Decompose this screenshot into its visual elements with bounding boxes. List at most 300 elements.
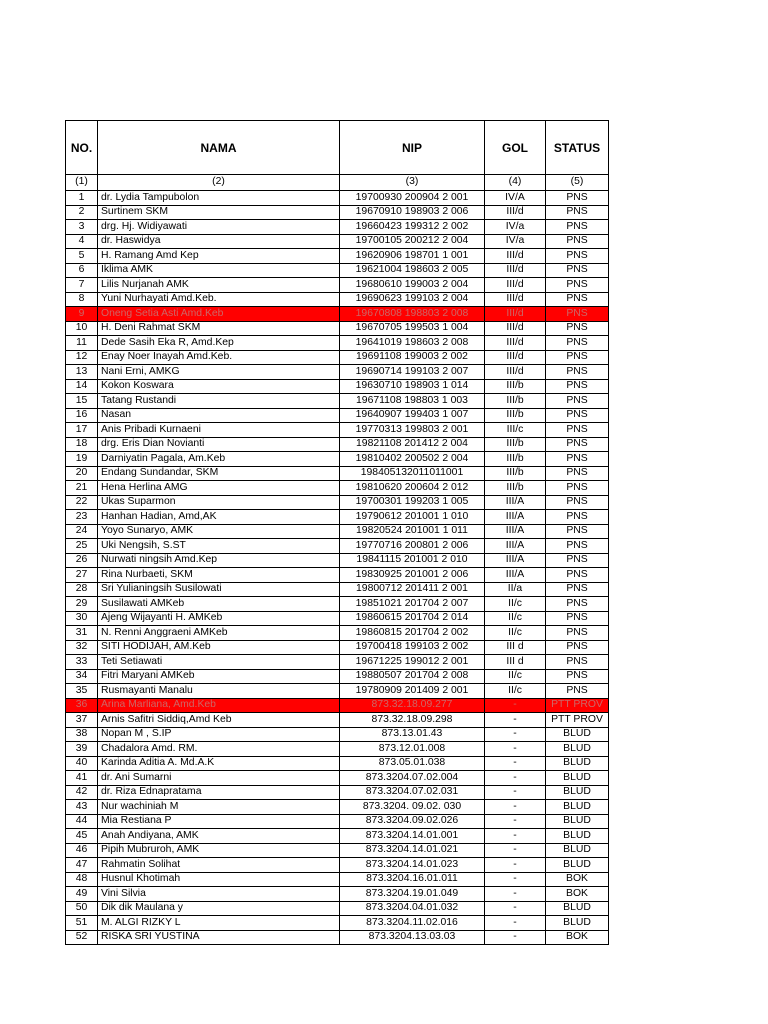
status-cell: PNS	[546, 626, 609, 641]
nama-cell: Yoyo Sunaryo, AMK	[98, 524, 340, 539]
status-cell: BLUD	[546, 901, 609, 916]
no-cell: 12	[66, 350, 98, 365]
nip-cell: 19621004 198603 2 005	[340, 263, 485, 278]
status-cell: PNS	[546, 597, 609, 612]
table-row	[66, 553, 609, 568]
gol-cell: III/d	[485, 205, 546, 220]
table-row	[66, 191, 609, 206]
nip-cell: 19640907 199403 1 007	[340, 408, 485, 423]
header-nama: NAMA	[98, 121, 340, 175]
nama-cell: Hanhan Hadian, Amd,AK	[98, 510, 340, 525]
status-cell: PNS	[546, 234, 609, 249]
no-cell: 31	[66, 626, 98, 641]
no-cell: 10	[66, 321, 98, 336]
no-cell: 26	[66, 553, 98, 568]
table-row	[66, 582, 609, 597]
no-cell: 13	[66, 365, 98, 380]
table-row	[66, 263, 609, 278]
table-row	[66, 698, 609, 713]
gol-cell: III d	[485, 655, 546, 670]
header-row	[66, 121, 609, 175]
nip-cell: 873.05.01.038	[340, 756, 485, 771]
nip-cell: 873.3204.13.03.03	[340, 930, 485, 945]
gol-cell: -	[485, 800, 546, 815]
nip-cell: 873.3204.09.02.026	[340, 814, 485, 829]
no-cell: 16	[66, 408, 98, 423]
status-cell: PNS	[546, 669, 609, 684]
table-row	[66, 785, 609, 800]
nip-cell: 19770716 200801 2 006	[340, 539, 485, 554]
status-cell: PNS	[546, 481, 609, 496]
table-row	[66, 321, 609, 336]
gol-cell: -	[485, 901, 546, 916]
nama-cell: Susilawati AMKeb	[98, 597, 340, 612]
no-cell: 33	[66, 655, 98, 670]
index-cell: (5)	[546, 175, 609, 191]
gol-cell: III/b	[485, 437, 546, 452]
gol-cell: III/d	[485, 307, 546, 322]
table-row	[66, 800, 609, 815]
nama-cell: Karinda Aditia A. Md.A.K	[98, 756, 340, 771]
status-cell: PNS	[546, 365, 609, 380]
no-cell: 50	[66, 901, 98, 916]
gol-cell: IV/a	[485, 234, 546, 249]
nip-cell: 19851021 201704 2 007	[340, 597, 485, 612]
nip-cell: 19820524 201001 1 011	[340, 524, 485, 539]
gol-cell: -	[485, 756, 546, 771]
table-row	[66, 669, 609, 684]
nip-cell: 873.3204.16.01.011	[340, 872, 485, 887]
nama-cell: H. Ramang Amd Kep	[98, 249, 340, 264]
nama-cell: Pipih Mubruroh, AMK	[98, 843, 340, 858]
nip-cell: 19810620 200604 2 012	[340, 481, 485, 496]
no-cell: 3	[66, 220, 98, 235]
table-row	[66, 466, 609, 481]
status-cell: PNS	[546, 336, 609, 351]
table-row	[66, 916, 609, 931]
nip-cell: 19690623 199103 2 004	[340, 292, 485, 307]
header-gol: GOL	[485, 121, 546, 175]
table-row	[66, 887, 609, 902]
nip-cell: 19860815 201704 2 002	[340, 626, 485, 641]
nama-cell: drg. Hj. Widiyawati	[98, 220, 340, 235]
status-cell: PNS	[546, 582, 609, 597]
status-cell: PNS	[546, 510, 609, 525]
no-cell: 48	[66, 872, 98, 887]
no-cell: 24	[66, 524, 98, 539]
nama-cell: Dik dik Maulana y	[98, 901, 340, 916]
status-cell: PNS	[546, 568, 609, 583]
nama-cell: Surtinem SKM	[98, 205, 340, 220]
nama-cell: Arnis Safitri Siddiq,Amd Keb	[98, 713, 340, 728]
nip-cell: 873.3204.14.01.001	[340, 829, 485, 844]
nama-cell: M. ALGI RIZKY L	[98, 916, 340, 931]
nip-cell: 873.3204.07.02.031	[340, 785, 485, 800]
gol-cell: -	[485, 727, 546, 742]
gol-cell: -	[485, 771, 546, 786]
table-row	[66, 684, 609, 699]
status-cell: PNS	[546, 278, 609, 293]
no-cell: 47	[66, 858, 98, 873]
table-row	[66, 292, 609, 307]
nama-cell: Tatang Rustandi	[98, 394, 340, 409]
nama-cell: Nur wachiniah M	[98, 800, 340, 815]
table-row	[66, 771, 609, 786]
index-cell: (3)	[340, 175, 485, 191]
nip-cell: 19780909 201409 2 001	[340, 684, 485, 699]
nip-cell: 19670705 199503 1 004	[340, 321, 485, 336]
nama-cell: N. Renni Anggraeni AMKeb	[98, 626, 340, 641]
table-row	[66, 379, 609, 394]
gol-cell: III/d	[485, 350, 546, 365]
nama-cell: Iklima AMK	[98, 263, 340, 278]
no-cell: 14	[66, 379, 98, 394]
status-cell: BLUD	[546, 727, 609, 742]
nip-cell: 19680610 199003 2 004	[340, 278, 485, 293]
no-cell: 46	[66, 843, 98, 858]
table-row	[66, 626, 609, 641]
nama-cell: Hena Herlina AMG	[98, 481, 340, 496]
nip-cell: 873.3204.14.01.021	[340, 843, 485, 858]
table-row	[66, 611, 609, 626]
gol-cell: II/c	[485, 669, 546, 684]
nama-cell: Ukas Suparmon	[98, 495, 340, 510]
gol-cell: -	[485, 872, 546, 887]
no-cell: 49	[66, 887, 98, 902]
gol-cell: III/A	[485, 510, 546, 525]
nip-cell: 19700301 199203 1 005	[340, 495, 485, 510]
no-cell: 36	[66, 698, 98, 713]
nip-cell: 873.3204.19.01.049	[340, 887, 485, 902]
nip-cell: 19841115 201001 2 010	[340, 553, 485, 568]
table-row	[66, 365, 609, 380]
index-cell: (1)	[66, 175, 98, 191]
nip-cell: 19800712 201411 2 001	[340, 582, 485, 597]
no-cell: 25	[66, 539, 98, 554]
nip-cell: 873.3204.11.02.016	[340, 916, 485, 931]
table-row	[66, 742, 609, 757]
status-cell: PNS	[546, 220, 609, 235]
table-row	[66, 278, 609, 293]
nip-cell: 19810402 200502 2 004	[340, 452, 485, 467]
no-cell: 5	[66, 249, 98, 264]
nama-cell: Teti Setiawati	[98, 655, 340, 670]
status-cell: PNS	[546, 205, 609, 220]
table-row	[66, 727, 609, 742]
nama-cell: Darniyatin Pagala, Am.Keb	[98, 452, 340, 467]
nip-cell: 873.3204. 09.02. 030	[340, 800, 485, 815]
gol-cell: II/c	[485, 626, 546, 641]
no-cell: 27	[66, 568, 98, 583]
gol-cell: III/d	[485, 278, 546, 293]
gol-cell: IV/a	[485, 220, 546, 235]
status-cell: PTT PROV	[546, 713, 609, 728]
status-cell: BOK	[546, 872, 609, 887]
nama-cell: Nani Erni, AMKG	[98, 365, 340, 380]
status-cell: PNS	[546, 640, 609, 655]
nip-cell: 19630710 198903 1 014	[340, 379, 485, 394]
employee-table	[65, 120, 609, 945]
gol-cell: III/b	[485, 452, 546, 467]
index-cell: (2)	[98, 175, 340, 191]
nama-cell: Endang Sundandar, SKM	[98, 466, 340, 481]
table-header	[66, 121, 609, 175]
table-row	[66, 930, 609, 945]
table-row	[66, 814, 609, 829]
status-cell: PNS	[546, 321, 609, 336]
table-row	[66, 901, 609, 916]
table-row	[66, 336, 609, 351]
nama-cell: Dede Sasih Eka R, Amd.Kep	[98, 336, 340, 351]
nip-cell: 19670910 198903 2 006	[340, 205, 485, 220]
nama-cell: drg. Eris Dian Novianti	[98, 437, 340, 452]
nip-cell: 873.32.18.09.277	[340, 698, 485, 713]
status-cell: PNS	[546, 655, 609, 670]
nama-cell: Vini Silvia	[98, 887, 340, 902]
no-cell: 40	[66, 756, 98, 771]
nama-cell: Anah Andiyana, AMK	[98, 829, 340, 844]
gol-cell: -	[485, 930, 546, 945]
gol-cell: II/a	[485, 582, 546, 597]
gol-cell: III/A	[485, 524, 546, 539]
status-cell: BLUD	[546, 742, 609, 757]
nip-cell: 19700105 200212 2 004	[340, 234, 485, 249]
no-cell: 37	[66, 713, 98, 728]
status-cell: BLUD	[546, 785, 609, 800]
status-cell: PNS	[546, 408, 609, 423]
nama-cell: Kokon Koswara	[98, 379, 340, 394]
no-cell: 41	[66, 771, 98, 786]
table-row	[66, 597, 609, 612]
no-cell: 20	[66, 466, 98, 481]
nama-cell: Yuni Nurhayati Amd.Keb.	[98, 292, 340, 307]
nama-cell: dr. Haswidya	[98, 234, 340, 249]
nama-cell: Arina Marliana, Amd.Keb	[98, 698, 340, 713]
gol-cell: III/d	[485, 336, 546, 351]
status-cell: PNS	[546, 191, 609, 206]
no-cell: 28	[66, 582, 98, 597]
nama-cell: Sri Yulianingsih Susilowati	[98, 582, 340, 597]
nip-cell: 19691108 199003 2 002	[340, 350, 485, 365]
status-cell: BLUD	[546, 814, 609, 829]
gol-cell: -	[485, 785, 546, 800]
nama-cell: Nasan	[98, 408, 340, 423]
gol-cell: III/A	[485, 539, 546, 554]
status-cell: PNS	[546, 292, 609, 307]
status-cell: BOK	[546, 930, 609, 945]
status-cell: PNS	[546, 263, 609, 278]
status-cell: BLUD	[546, 800, 609, 815]
no-cell: 39	[66, 742, 98, 757]
nama-cell: dr. Riza Ednapratama	[98, 785, 340, 800]
table-row	[66, 394, 609, 409]
gol-cell: -	[485, 698, 546, 713]
nama-cell: Husnul Khotimah	[98, 872, 340, 887]
gol-cell: -	[485, 814, 546, 829]
no-cell: 4	[66, 234, 98, 249]
gol-cell: III/b	[485, 394, 546, 409]
no-cell: 32	[66, 640, 98, 655]
status-cell: PNS	[546, 249, 609, 264]
gol-cell: III/b	[485, 466, 546, 481]
table-row	[66, 350, 609, 365]
gol-cell: III/d	[485, 263, 546, 278]
no-cell: 38	[66, 727, 98, 742]
table-row	[66, 843, 609, 858]
no-cell: 44	[66, 814, 98, 829]
nama-cell: Nopan M , S.IP	[98, 727, 340, 742]
no-cell: 35	[66, 684, 98, 699]
status-cell: PNS	[546, 379, 609, 394]
gol-cell: -	[485, 887, 546, 902]
no-cell: 52	[66, 930, 98, 945]
table-row	[66, 568, 609, 583]
status-cell: BLUD	[546, 858, 609, 873]
status-cell: PTT PROV	[546, 698, 609, 713]
no-cell: 19	[66, 452, 98, 467]
gol-cell: III/d	[485, 365, 546, 380]
status-cell: PNS	[546, 524, 609, 539]
nama-cell: RISKA SRI YUSTINA	[98, 930, 340, 945]
nama-cell: Rusmayanti Manalu	[98, 684, 340, 699]
gol-cell: -	[485, 858, 546, 873]
status-cell: BLUD	[546, 843, 609, 858]
table-body	[66, 175, 609, 945]
no-cell: 45	[66, 829, 98, 844]
status-cell: BLUD	[546, 771, 609, 786]
nama-cell: Ajeng Wijayanti H. AMKeb	[98, 611, 340, 626]
nama-cell: Rahmatin Solihat	[98, 858, 340, 873]
status-cell: BLUD	[546, 829, 609, 844]
nama-cell: H. Deni Rahmat SKM	[98, 321, 340, 336]
no-cell: 8	[66, 292, 98, 307]
table-row	[66, 307, 609, 322]
table-row	[66, 655, 609, 670]
gol-cell: II/c	[485, 684, 546, 699]
status-cell: PNS	[546, 423, 609, 438]
gol-cell: -	[485, 742, 546, 757]
gol-cell: -	[485, 713, 546, 728]
status-cell: BLUD	[546, 916, 609, 931]
status-cell: BLUD	[546, 756, 609, 771]
nama-cell: Chadalora Amd. RM.	[98, 742, 340, 757]
column-index-row	[66, 175, 609, 191]
nip-cell: 19830925 201001 2 006	[340, 568, 485, 583]
table-row	[66, 829, 609, 844]
nama-cell: Fitri Maryani AMKeb	[98, 669, 340, 684]
nama-cell: Mia Restiana P	[98, 814, 340, 829]
no-cell: 1	[66, 191, 98, 206]
table-row	[66, 713, 609, 728]
table-row	[66, 452, 609, 467]
nip-cell: 873.3204.14.01.023	[340, 858, 485, 873]
nama-cell: dr. Lydia Tampubolon	[98, 191, 340, 206]
status-cell: PNS	[546, 394, 609, 409]
table-row	[66, 220, 609, 235]
no-cell: 9	[66, 307, 98, 322]
no-cell: 11	[66, 336, 98, 351]
table-row	[66, 437, 609, 452]
gol-cell: IV/A	[485, 191, 546, 206]
status-cell: PNS	[546, 553, 609, 568]
nip-cell: 873.12.01.008	[340, 742, 485, 757]
nama-cell: Oneng Setia Asti Amd.Keb	[98, 307, 340, 322]
table-row	[66, 481, 609, 496]
status-cell: PNS	[546, 350, 609, 365]
table-row	[66, 872, 609, 887]
index-cell: (4)	[485, 175, 546, 191]
no-cell: 22	[66, 495, 98, 510]
status-cell: PNS	[546, 437, 609, 452]
nip-cell: 19821108 201412 2 004	[340, 437, 485, 452]
no-cell: 15	[66, 394, 98, 409]
nip-cell: 19690714 199103 2 007	[340, 365, 485, 380]
nip-cell: 19671108 198803 1 003	[340, 394, 485, 409]
table-row	[66, 408, 609, 423]
gol-cell: -	[485, 843, 546, 858]
nama-cell: Nurwati ningsih Amd.Kep	[98, 553, 340, 568]
nip-cell: 19700418 199103 2 002	[340, 640, 485, 655]
gol-cell: II/c	[485, 597, 546, 612]
no-cell: 2	[66, 205, 98, 220]
no-cell: 23	[66, 510, 98, 525]
gol-cell: III/A	[485, 568, 546, 583]
nama-cell: Enay Noer Inayah Amd.Keb.	[98, 350, 340, 365]
header-nip: NIP	[340, 121, 485, 175]
no-cell: 51	[66, 916, 98, 931]
no-cell: 21	[66, 481, 98, 496]
gol-cell: II/c	[485, 611, 546, 626]
table-row	[66, 539, 609, 554]
gol-cell: III/d	[485, 292, 546, 307]
no-cell: 34	[66, 669, 98, 684]
nip-cell: 873.3204.04.01.032	[340, 901, 485, 916]
nip-cell: 873.3204.07.02.004	[340, 771, 485, 786]
table-row	[66, 249, 609, 264]
table-row	[66, 495, 609, 510]
table-row	[66, 510, 609, 525]
nama-cell: Lilis Nurjanah AMK	[98, 278, 340, 293]
no-cell: 7	[66, 278, 98, 293]
gol-cell: III/d	[485, 249, 546, 264]
status-cell: PNS	[546, 307, 609, 322]
no-cell: 29	[66, 597, 98, 612]
nip-cell: 198405132011011001	[340, 466, 485, 481]
nama-cell: Anis Pribadi Kurnaeni	[98, 423, 340, 438]
status-cell: PNS	[546, 495, 609, 510]
nip-cell: 19770313 199803 2 001	[340, 423, 485, 438]
nama-cell: Rina Nurbaeti, SKM	[98, 568, 340, 583]
gol-cell: III/A	[485, 553, 546, 568]
header-status: STATUS	[546, 121, 609, 175]
nip-cell: 19790612 201001 1 010	[340, 510, 485, 525]
nip-cell: 19700930 200904 2 001	[340, 191, 485, 206]
nip-cell: 19671225 199012 2 001	[340, 655, 485, 670]
gol-cell: III/b	[485, 379, 546, 394]
nip-cell: 873.13.01.43	[340, 727, 485, 742]
nip-cell: 19660423 199312 2 002	[340, 220, 485, 235]
nama-cell: Uki Nengsih, S.ST	[98, 539, 340, 554]
status-cell: PNS	[546, 539, 609, 554]
table-row	[66, 524, 609, 539]
gol-cell: -	[485, 916, 546, 931]
status-cell: BOK	[546, 887, 609, 902]
gol-cell: III/c	[485, 423, 546, 438]
table-row	[66, 756, 609, 771]
gol-cell: III/d	[485, 321, 546, 336]
gol-cell: III d	[485, 640, 546, 655]
table-row	[66, 423, 609, 438]
